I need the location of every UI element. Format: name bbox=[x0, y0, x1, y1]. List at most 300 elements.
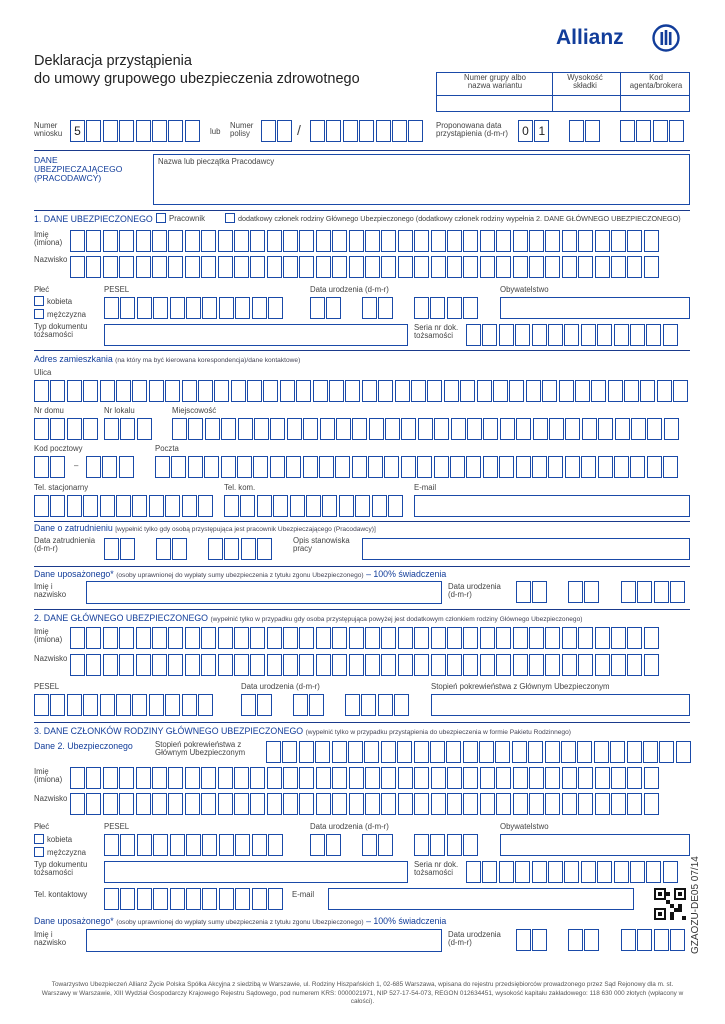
char-cell[interactable] bbox=[414, 256, 429, 278]
char-cell[interactable] bbox=[529, 256, 544, 278]
char-cell[interactable] bbox=[611, 654, 626, 676]
s2-first-name-cells[interactable] bbox=[70, 627, 660, 649]
group-variant-input[interactable] bbox=[437, 96, 551, 111]
char-cell[interactable] bbox=[219, 888, 234, 910]
char-cell[interactable] bbox=[86, 767, 101, 789]
char-cell[interactable] bbox=[362, 297, 377, 319]
char-cell[interactable] bbox=[290, 495, 305, 517]
char-cell[interactable] bbox=[70, 627, 85, 649]
s2-birth-date-year[interactable] bbox=[345, 694, 411, 716]
char-cell[interactable] bbox=[463, 256, 478, 278]
char-cell[interactable] bbox=[361, 694, 376, 716]
char-cell[interactable] bbox=[273, 495, 288, 517]
char-cell[interactable] bbox=[349, 627, 364, 649]
char-cell[interactable] bbox=[208, 538, 223, 560]
char-cell[interactable] bbox=[313, 380, 328, 402]
char-cell[interactable] bbox=[235, 888, 250, 910]
char-cell[interactable] bbox=[431, 767, 446, 789]
char-cell[interactable] bbox=[381, 793, 396, 815]
char-cell[interactable] bbox=[67, 418, 82, 440]
char-cell[interactable] bbox=[137, 418, 152, 440]
beneficiary2-date-year[interactable] bbox=[621, 929, 687, 951]
char-cell[interactable] bbox=[149, 380, 164, 402]
char-cell[interactable] bbox=[270, 418, 285, 440]
char-cell[interactable] bbox=[152, 793, 167, 815]
char-cell[interactable] bbox=[397, 741, 412, 763]
char-cell[interactable] bbox=[513, 230, 528, 252]
char-cell[interactable] bbox=[136, 767, 151, 789]
char-cell[interactable] bbox=[611, 767, 626, 789]
s3-male-checkbox[interactable] bbox=[34, 847, 44, 857]
char-cell[interactable] bbox=[365, 793, 380, 815]
beneficiary1-name-input[interactable] bbox=[86, 581, 442, 604]
char-cell[interactable] bbox=[132, 380, 147, 402]
char-cell[interactable] bbox=[578, 767, 593, 789]
char-cell[interactable] bbox=[451, 418, 466, 440]
char-cell[interactable] bbox=[414, 230, 429, 252]
char-cell[interactable] bbox=[137, 888, 152, 910]
char-cell[interactable] bbox=[152, 654, 167, 676]
char-cell[interactable] bbox=[594, 741, 609, 763]
postal-code-a[interactable] bbox=[34, 456, 67, 478]
char-cell[interactable] bbox=[414, 834, 429, 856]
char-cell[interactable] bbox=[364, 741, 379, 763]
char-cell[interactable] bbox=[562, 654, 577, 676]
char-cell[interactable] bbox=[237, 456, 252, 478]
doc-type-input[interactable] bbox=[104, 324, 408, 346]
char-cell[interactable] bbox=[513, 627, 528, 649]
char-cell[interactable] bbox=[50, 456, 65, 478]
char-cell[interactable] bbox=[257, 694, 272, 716]
char-cell[interactable] bbox=[398, 256, 413, 278]
char-cell[interactable] bbox=[257, 495, 272, 517]
char-cell[interactable] bbox=[218, 767, 233, 789]
s3-birth-date-year[interactable] bbox=[414, 834, 480, 856]
char-cell[interactable] bbox=[388, 495, 403, 517]
char-cell[interactable] bbox=[201, 767, 216, 789]
char-cell[interactable] bbox=[565, 418, 580, 440]
char-cell[interactable] bbox=[100, 495, 115, 517]
char-cell[interactable] bbox=[496, 230, 511, 252]
char-cell[interactable] bbox=[86, 654, 101, 676]
char-cell[interactable] bbox=[270, 456, 285, 478]
beneficiary2-name-input[interactable] bbox=[86, 929, 442, 952]
char-cell[interactable] bbox=[627, 627, 642, 649]
char-cell[interactable] bbox=[198, 694, 213, 716]
char-cell[interactable] bbox=[240, 495, 255, 517]
char-cell[interactable] bbox=[378, 694, 393, 716]
birth-date-day[interactable] bbox=[310, 297, 343, 319]
char-cell[interactable] bbox=[283, 230, 298, 252]
agent-code-input[interactable] bbox=[621, 96, 689, 111]
char-cell[interactable] bbox=[267, 793, 282, 815]
char-cell[interactable] bbox=[496, 627, 511, 649]
char-cell[interactable] bbox=[631, 418, 646, 440]
char-cell[interactable] bbox=[349, 230, 364, 252]
char-cell[interactable] bbox=[70, 793, 85, 815]
position-input[interactable] bbox=[362, 538, 690, 560]
char-cell[interactable] bbox=[299, 256, 314, 278]
char-cell[interactable] bbox=[414, 297, 429, 319]
char-cell[interactable] bbox=[283, 256, 298, 278]
char-cell[interactable] bbox=[647, 418, 662, 440]
char-cell[interactable] bbox=[299, 654, 314, 676]
char-cell[interactable] bbox=[219, 297, 234, 319]
char-cell[interactable] bbox=[562, 627, 577, 649]
char-cell[interactable] bbox=[116, 495, 131, 517]
char-cell[interactable] bbox=[398, 627, 413, 649]
char-cell[interactable] bbox=[516, 456, 531, 478]
char-cell[interactable] bbox=[466, 456, 481, 478]
char-cell[interactable] bbox=[378, 380, 393, 402]
doc-series-cells[interactable] bbox=[466, 324, 679, 346]
char-cell[interactable] bbox=[214, 380, 229, 402]
char-cell[interactable] bbox=[202, 297, 217, 319]
char-cell[interactable] bbox=[513, 767, 528, 789]
char-cell[interactable] bbox=[495, 741, 510, 763]
char-cell[interactable] bbox=[332, 230, 347, 252]
char-cell[interactable] bbox=[545, 793, 560, 815]
char-cell[interactable] bbox=[463, 230, 478, 252]
char-cell[interactable] bbox=[512, 741, 527, 763]
char-cell[interactable] bbox=[104, 418, 119, 440]
char-cell[interactable] bbox=[644, 654, 659, 676]
char-cell[interactable] bbox=[654, 581, 669, 603]
char-cell[interactable] bbox=[467, 418, 482, 440]
char-cell[interactable] bbox=[411, 380, 426, 402]
char-cell[interactable] bbox=[329, 380, 344, 402]
char-cell[interactable] bbox=[427, 380, 442, 402]
char-cell[interactable] bbox=[250, 230, 265, 252]
char-cell[interactable] bbox=[170, 888, 185, 910]
join-date-year[interactable] bbox=[620, 120, 686, 142]
char-cell[interactable] bbox=[152, 230, 167, 252]
char-cell[interactable] bbox=[578, 627, 593, 649]
char-cell[interactable] bbox=[513, 256, 528, 278]
char-cell[interactable] bbox=[202, 834, 217, 856]
char-cell[interactable] bbox=[532, 324, 547, 346]
employment-date-year[interactable] bbox=[208, 538, 274, 560]
char-cell[interactable] bbox=[332, 654, 347, 676]
char-cell[interactable] bbox=[268, 888, 283, 910]
char-cell[interactable] bbox=[450, 456, 465, 478]
char-cell[interactable] bbox=[283, 767, 298, 789]
citizenship-input[interactable] bbox=[500, 297, 690, 319]
char-cell[interactable] bbox=[549, 418, 564, 440]
char-cell[interactable] bbox=[136, 230, 151, 252]
char-cell[interactable] bbox=[430, 741, 445, 763]
char-cell[interactable] bbox=[234, 793, 249, 815]
char-cell[interactable] bbox=[136, 654, 151, 676]
s3-citizenship-input[interactable] bbox=[500, 834, 690, 856]
char-cell[interactable] bbox=[283, 654, 298, 676]
char-cell[interactable] bbox=[185, 654, 200, 676]
char-cell[interactable] bbox=[136, 793, 151, 815]
char-cell[interactable] bbox=[252, 888, 267, 910]
char-cell[interactable] bbox=[119, 767, 134, 789]
char-cell[interactable] bbox=[83, 418, 98, 440]
char-cell[interactable] bbox=[513, 793, 528, 815]
char-cell[interactable] bbox=[398, 230, 413, 252]
char-cell[interactable] bbox=[315, 741, 330, 763]
char-cell[interactable] bbox=[463, 793, 478, 815]
char-cell[interactable] bbox=[545, 654, 560, 676]
s3-birth-date-day[interactable] bbox=[310, 834, 343, 856]
char-cell[interactable] bbox=[565, 456, 580, 478]
char-cell[interactable] bbox=[100, 380, 115, 402]
char-cell[interactable] bbox=[352, 418, 367, 440]
house-no-cells[interactable] bbox=[34, 418, 100, 440]
char-cell[interactable] bbox=[447, 767, 462, 789]
char-cell[interactable] bbox=[463, 627, 478, 649]
char-cell[interactable] bbox=[482, 861, 497, 883]
char-cell[interactable] bbox=[165, 380, 180, 402]
char-cell[interactable] bbox=[153, 834, 168, 856]
char-cell[interactable] bbox=[493, 380, 508, 402]
char-cell[interactable] bbox=[250, 256, 265, 278]
char-cell[interactable] bbox=[499, 861, 514, 883]
char-cell[interactable] bbox=[250, 793, 265, 815]
char-cell[interactable] bbox=[381, 627, 396, 649]
beneficiary1-date-month[interactable] bbox=[568, 581, 601, 603]
s3-doc-type-input[interactable] bbox=[104, 861, 408, 883]
s2-relation-input[interactable] bbox=[431, 694, 690, 716]
char-cell[interactable] bbox=[149, 694, 164, 716]
pesel-cells[interactable] bbox=[104, 297, 284, 319]
char-cell[interactable] bbox=[496, 654, 511, 676]
char-cell[interactable] bbox=[104, 888, 119, 910]
char-cell[interactable] bbox=[562, 230, 577, 252]
char-cell[interactable] bbox=[365, 256, 380, 278]
char-cell[interactable] bbox=[584, 929, 599, 951]
char-cell[interactable] bbox=[348, 741, 363, 763]
char-cell[interactable] bbox=[659, 741, 674, 763]
char-cell[interactable] bbox=[646, 324, 661, 346]
char-cell[interactable] bbox=[595, 654, 610, 676]
char-cell[interactable] bbox=[50, 380, 65, 402]
s2-birth-date-month[interactable] bbox=[293, 694, 326, 716]
char-cell[interactable] bbox=[104, 834, 119, 856]
char-cell[interactable] bbox=[119, 230, 134, 252]
char-cell[interactable] bbox=[444, 380, 459, 402]
char-cell[interactable] bbox=[548, 324, 563, 346]
male-checkbox[interactable] bbox=[34, 309, 44, 319]
s2-birth-date-day[interactable] bbox=[241, 694, 274, 716]
char-cell[interactable] bbox=[205, 418, 220, 440]
char-cell[interactable] bbox=[171, 456, 186, 478]
char-cell[interactable] bbox=[515, 861, 530, 883]
char-cell[interactable] bbox=[372, 495, 387, 517]
char-cell[interactable] bbox=[136, 256, 151, 278]
char-cell[interactable] bbox=[595, 627, 610, 649]
char-cell[interactable] bbox=[559, 380, 574, 402]
char-cell[interactable] bbox=[299, 230, 314, 252]
char-cell[interactable] bbox=[104, 297, 119, 319]
char-cell[interactable] bbox=[431, 793, 446, 815]
char-cell[interactable] bbox=[34, 380, 49, 402]
char-cell[interactable] bbox=[316, 654, 331, 676]
char-cell[interactable] bbox=[303, 456, 318, 478]
char-cell[interactable] bbox=[614, 861, 629, 883]
char-cell[interactable] bbox=[50, 495, 65, 517]
char-cell[interactable] bbox=[320, 418, 335, 440]
char-cell[interactable] bbox=[218, 256, 233, 278]
char-cell[interactable] bbox=[119, 627, 134, 649]
char-cell[interactable] bbox=[86, 456, 101, 478]
char-cell[interactable] bbox=[268, 297, 283, 319]
s2-last-name-cells[interactable] bbox=[70, 654, 660, 676]
char-cell[interactable] bbox=[349, 256, 364, 278]
char-cell[interactable] bbox=[611, 256, 626, 278]
char-cell[interactable] bbox=[545, 767, 560, 789]
char-cell[interactable] bbox=[218, 793, 233, 815]
char-cell[interactable] bbox=[663, 456, 678, 478]
char-cell[interactable] bbox=[103, 256, 118, 278]
char-cell[interactable] bbox=[50, 694, 65, 716]
char-cell[interactable] bbox=[644, 793, 659, 815]
char-cell[interactable] bbox=[431, 256, 446, 278]
char-cell[interactable] bbox=[479, 741, 494, 763]
char-cell[interactable] bbox=[299, 627, 314, 649]
char-cell[interactable] bbox=[482, 324, 497, 346]
char-cell[interactable] bbox=[218, 627, 233, 649]
char-cell[interactable] bbox=[414, 767, 429, 789]
char-cell[interactable] bbox=[496, 793, 511, 815]
char-cell[interactable] bbox=[100, 694, 115, 716]
char-cell[interactable] bbox=[283, 627, 298, 649]
char-cell[interactable] bbox=[231, 380, 246, 402]
char-cell[interactable] bbox=[430, 834, 445, 856]
char-cell[interactable] bbox=[644, 256, 659, 278]
char-cell[interactable] bbox=[608, 380, 623, 402]
char-cell[interactable] bbox=[241, 694, 256, 716]
char-cell[interactable] bbox=[532, 581, 547, 603]
char-cell[interactable] bbox=[103, 230, 118, 252]
s3-first-name-cells[interactable] bbox=[70, 767, 660, 789]
email-input[interactable] bbox=[414, 495, 690, 517]
char-cell[interactable] bbox=[224, 495, 239, 517]
char-cell[interactable] bbox=[186, 834, 201, 856]
char-cell[interactable] bbox=[152, 627, 167, 649]
char-cell[interactable] bbox=[349, 793, 364, 815]
char-cell[interactable] bbox=[381, 230, 396, 252]
char-cell[interactable] bbox=[591, 380, 606, 402]
char-cell[interactable] bbox=[165, 694, 180, 716]
char-cell[interactable] bbox=[67, 380, 82, 402]
char-cell[interactable] bbox=[624, 380, 639, 402]
street-cells[interactable] bbox=[34, 380, 690, 402]
application-digit[interactable]: 5 bbox=[70, 120, 85, 142]
char-cell[interactable] bbox=[267, 654, 282, 676]
char-cell[interactable] bbox=[267, 256, 282, 278]
char-cell[interactable] bbox=[463, 741, 478, 763]
char-cell[interactable] bbox=[349, 654, 364, 676]
char-cell[interactable] bbox=[319, 456, 334, 478]
char-cell[interactable] bbox=[480, 654, 495, 676]
char-cell[interactable] bbox=[153, 297, 168, 319]
char-cell[interactable] bbox=[463, 297, 478, 319]
char-cell[interactable] bbox=[398, 654, 413, 676]
char-cell[interactable] bbox=[673, 380, 688, 402]
char-cell[interactable] bbox=[516, 929, 531, 951]
char-cell[interactable] bbox=[103, 793, 118, 815]
char-cell[interactable] bbox=[597, 861, 612, 883]
char-cell[interactable] bbox=[398, 767, 413, 789]
char-cell[interactable] bbox=[310, 834, 325, 856]
char-cell[interactable] bbox=[218, 654, 233, 676]
char-cell[interactable] bbox=[201, 256, 216, 278]
char-cell[interactable] bbox=[219, 834, 234, 856]
s3-phone-cells[interactable] bbox=[104, 888, 284, 910]
char-cell[interactable] bbox=[446, 741, 461, 763]
char-cell[interactable] bbox=[202, 888, 217, 910]
char-cell[interactable] bbox=[611, 627, 626, 649]
first-name-cells[interactable] bbox=[70, 230, 660, 252]
char-cell[interactable] bbox=[250, 627, 265, 649]
char-cell[interactable] bbox=[365, 654, 380, 676]
char-cell[interactable] bbox=[483, 418, 498, 440]
char-cell[interactable] bbox=[378, 297, 393, 319]
char-cell[interactable] bbox=[431, 230, 446, 252]
char-cell[interactable] bbox=[153, 888, 168, 910]
char-cell[interactable] bbox=[168, 793, 183, 815]
char-cell[interactable] bbox=[241, 538, 256, 560]
char-cell[interactable] bbox=[663, 861, 678, 883]
char-cell[interactable] bbox=[365, 767, 380, 789]
char-cell[interactable] bbox=[283, 793, 298, 815]
char-cell[interactable] bbox=[83, 495, 98, 517]
birth-date-month[interactable] bbox=[362, 297, 395, 319]
char-cell[interactable] bbox=[670, 581, 685, 603]
char-cell[interactable] bbox=[268, 834, 283, 856]
char-cell[interactable] bbox=[201, 627, 216, 649]
char-cell[interactable] bbox=[204, 456, 219, 478]
char-cell[interactable] bbox=[381, 741, 396, 763]
char-cell[interactable] bbox=[568, 581, 583, 603]
char-cell[interactable] bbox=[401, 418, 416, 440]
char-cell[interactable] bbox=[247, 380, 262, 402]
char-cell[interactable] bbox=[630, 861, 645, 883]
char-cell[interactable] bbox=[103, 627, 118, 649]
landline-cells[interactable] bbox=[34, 495, 214, 517]
beneficiary1-date-year[interactable] bbox=[621, 581, 687, 603]
char-cell[interactable] bbox=[104, 538, 119, 560]
char-cell[interactable] bbox=[568, 929, 583, 951]
char-cell[interactable] bbox=[385, 418, 400, 440]
char-cell[interactable] bbox=[306, 495, 321, 517]
char-cell[interactable] bbox=[526, 380, 541, 402]
char-cell[interactable] bbox=[345, 380, 360, 402]
char-cell[interactable] bbox=[120, 538, 135, 560]
policy-number-b[interactable] bbox=[310, 120, 425, 142]
char-cell[interactable] bbox=[67, 694, 82, 716]
char-cell[interactable] bbox=[155, 456, 170, 478]
char-cell[interactable] bbox=[253, 456, 268, 478]
char-cell[interactable] bbox=[201, 793, 216, 815]
char-cell[interactable] bbox=[362, 380, 377, 402]
char-cell[interactable] bbox=[381, 654, 396, 676]
char-cell[interactable] bbox=[595, 767, 610, 789]
char-cell[interactable] bbox=[120, 418, 135, 440]
char-cell[interactable] bbox=[316, 793, 331, 815]
char-cell[interactable] bbox=[381, 256, 396, 278]
join-date-month[interactable] bbox=[569, 120, 602, 142]
char-cell[interactable] bbox=[186, 888, 201, 910]
char-cell[interactable] bbox=[581, 861, 596, 883]
char-cell[interactable] bbox=[398, 793, 413, 815]
char-cell[interactable] bbox=[480, 793, 495, 815]
birth-date-year[interactable] bbox=[414, 297, 480, 319]
